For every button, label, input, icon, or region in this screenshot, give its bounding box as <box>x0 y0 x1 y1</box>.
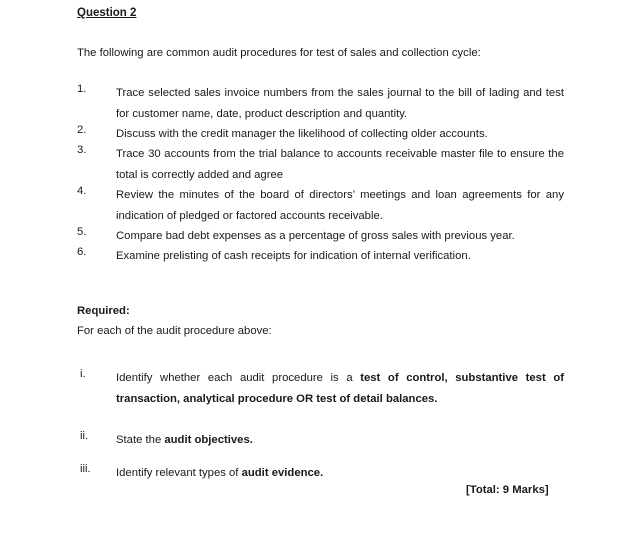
task-emphasis: audit objectives. <box>164 434 253 446</box>
task-text: Identify whether each audit procedure is a test of control, substantive test of transaction, analytical procedure OR test of detail balances. <box>116 372 564 405</box>
task-emphasis: audit evidence. <box>241 467 324 479</box>
required-label: Required: <box>77 305 130 317</box>
task-item <box>80 430 564 451</box>
procedure-text: Trace selected sales invoice numbers from the sales journal to the bill of lading and test for customer name, date, product description and quantity. <box>116 87 564 120</box>
task-number: ii. <box>80 430 89 442</box>
task-item <box>80 463 564 484</box>
procedure-text: Review the minutes of the board of directors’ meetings and loan agreements for any indication of pledged or factored accounts receivable. <box>116 189 564 222</box>
intro-text: The following are common audit procedures for test of sales and collection cycle: <box>77 47 481 59</box>
procedure-number: 6. <box>77 246 87 258</box>
procedure-number: 2. <box>77 124 87 136</box>
procedure-item <box>77 124 564 145</box>
task-item <box>80 368 564 410</box>
task-text: Identify relevant types of audit evidence. <box>116 467 324 479</box>
task-number: iii. <box>80 463 91 475</box>
procedure-text: Compare bad debt expenses as a percentage of gross sales with previous year. <box>116 230 515 242</box>
procedure-number: 5. <box>77 226 87 238</box>
procedure-item <box>77 226 564 247</box>
task-emphasis: test of control, substantive test of transaction, analytical procedure OR test of detail balances. <box>116 372 564 405</box>
required-intro: For each of the audit procedure above: <box>77 325 272 337</box>
procedure-text: Discuss with the credit manager the likelihood of collecting older accounts. <box>116 128 488 140</box>
procedure-item <box>77 144 564 186</box>
task-number: i. <box>80 368 86 380</box>
procedure-item <box>77 246 564 267</box>
task-text: State the audit objectives. <box>116 434 253 446</box>
procedure-item <box>77 185 564 227</box>
procedure-text: Trace 30 accounts from the trial balance to accounts receivable master file to ensure the total is correctly added and agree <box>116 148 564 181</box>
procedure-item <box>77 83 564 125</box>
procedure-text: Examine prelisting of cash receipts for indication of internal verification. <box>116 250 471 262</box>
procedure-number: 1. <box>77 83 87 95</box>
total-marks: [Total: 9 Marks] <box>466 484 549 496</box>
question-heading: Question 2 <box>77 7 137 19</box>
procedure-number: 3. <box>77 144 87 156</box>
procedure-number: 4. <box>77 185 87 197</box>
